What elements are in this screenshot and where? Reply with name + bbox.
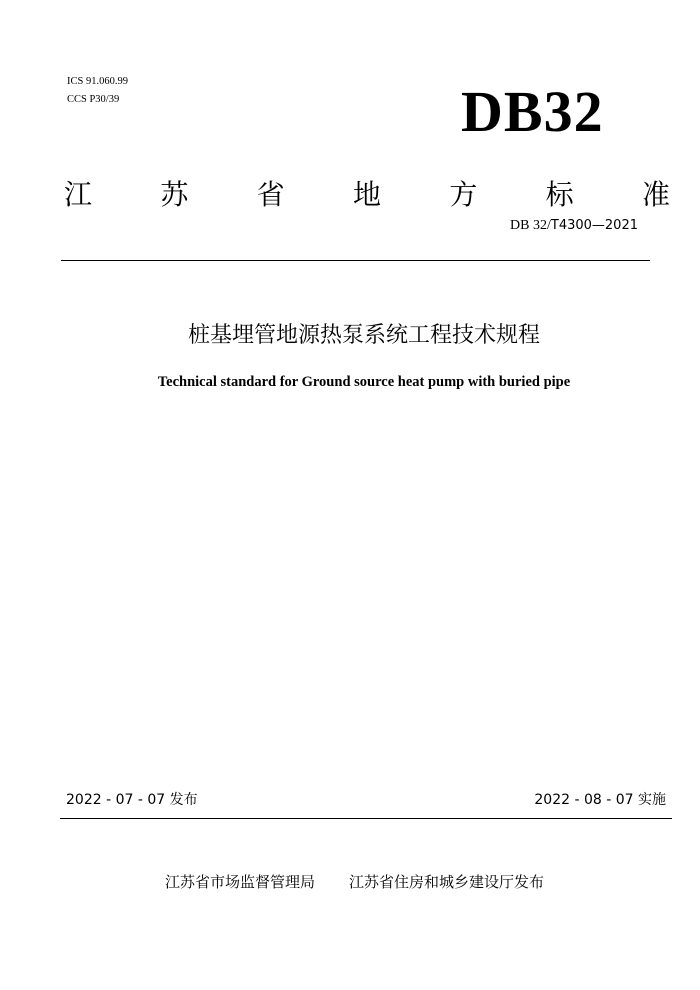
db-code-logo: DB32 bbox=[461, 79, 604, 144]
bottom-divider bbox=[60, 818, 672, 819]
issuer-market-regulation: 江苏省市场监督管理局 bbox=[165, 873, 316, 891]
category-char: 江 bbox=[64, 178, 93, 211]
standard-number-prefix: DB 32/ bbox=[510, 218, 551, 233]
standard-number-suffix: T4300—2021 bbox=[550, 218, 638, 233]
title-chinese: 桩基埋管地源热泵系统工程技术规程 bbox=[187, 323, 540, 348]
effective-date: 2022 - 08 - 07 实施 bbox=[534, 792, 666, 808]
ccs-code: CCS P30/39 bbox=[67, 94, 120, 105]
issuer-housing-construction: 江苏省住房和城乡建设厅发布 bbox=[349, 873, 545, 891]
category-char: 方 bbox=[449, 178, 478, 211]
category-char: 苏 bbox=[160, 178, 189, 211]
category-char: 标 bbox=[545, 178, 574, 211]
category-char: 准 bbox=[641, 178, 670, 211]
top-divider bbox=[61, 260, 650, 261]
standard-number bbox=[510, 218, 638, 234]
category-char: 地 bbox=[352, 178, 381, 211]
issuing-authorities bbox=[165, 872, 544, 892]
category-char: 省 bbox=[256, 178, 285, 211]
ics-code: ICS 91.060.99 bbox=[67, 76, 128, 87]
title-english: Technical standard for Ground source heat pump with buried pipe bbox=[157, 374, 571, 390]
issue-date: 2022 - 07 - 07 发布 bbox=[66, 792, 198, 808]
standard-category bbox=[64, 178, 670, 212]
